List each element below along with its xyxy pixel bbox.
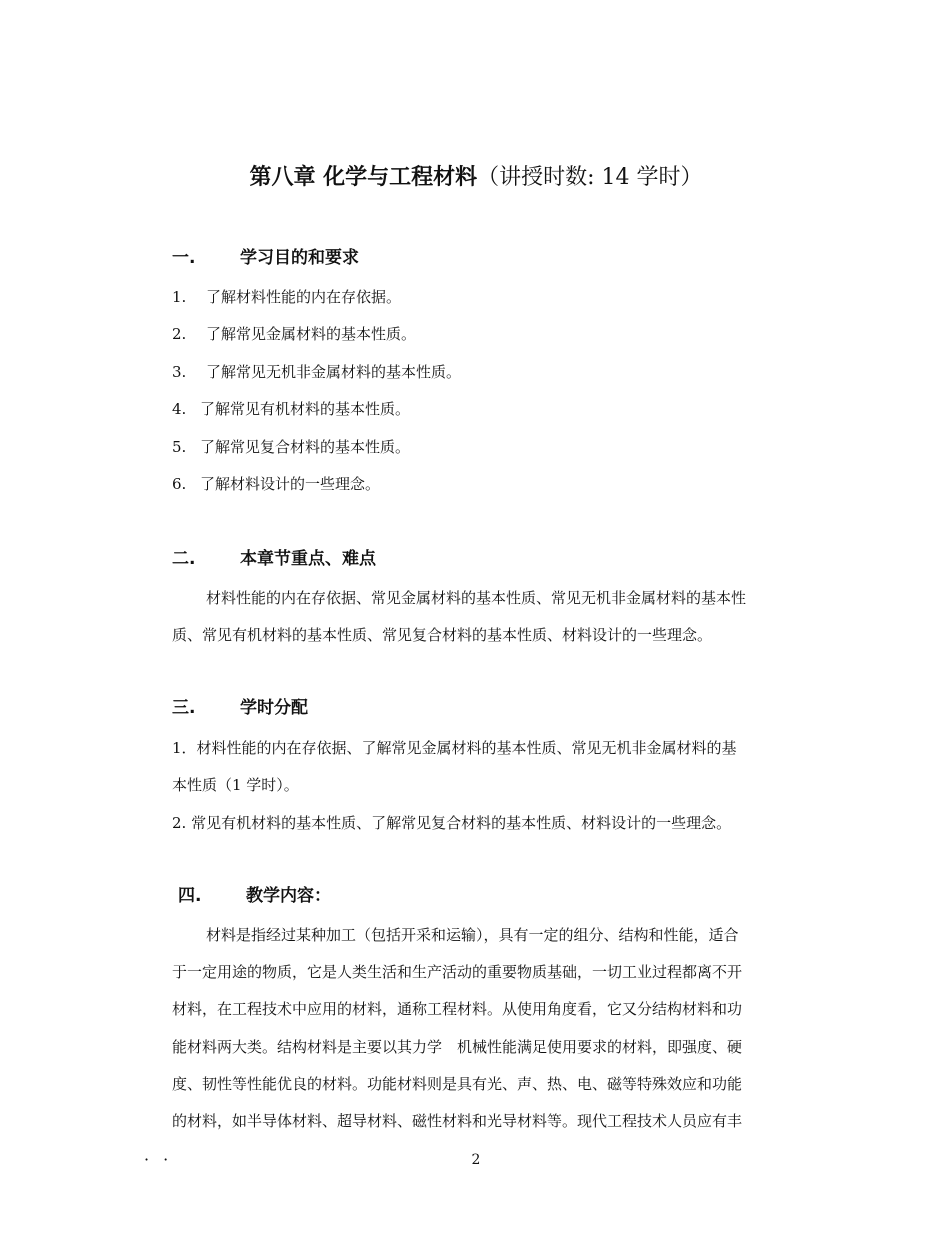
list-item-text: 了解常见复合材料的基本性质。 bbox=[200, 438, 411, 456]
list-item-text: 了解材料性能的内在存依据。 bbox=[206, 288, 402, 306]
list-item-number: 2. bbox=[172, 325, 187, 343]
paragraph-line: 能材料两大类。结构材料是主要以其力学 机械性能满足使用要求的材料，即强度、硬 bbox=[172, 1038, 743, 1056]
paragraph-line: 材料，在工程技术中应用的材料，通称工程材料。从使用角度看，它又分结构材料和功 bbox=[172, 1000, 743, 1018]
list-item-number: 3. bbox=[172, 363, 187, 381]
list-item-text: 了解常见金属材料的基本性质。 bbox=[206, 325, 417, 343]
list-item-number: 4. bbox=[172, 400, 187, 418]
list-item bbox=[172, 398, 410, 420]
section-heading-3 bbox=[172, 696, 308, 720]
section-heading-1 bbox=[172, 246, 359, 270]
paragraph-line: 2. 常见有机材料的基本性质、了解常见复合材料的基本性质、材料设计的一些理念。 bbox=[172, 814, 732, 832]
page-number: 2 bbox=[471, 1152, 481, 1168]
chapter-title bbox=[0, 162, 952, 194]
paragraph-line: 材料是指经过某种加工（包括开采和运输），具有一定的组分、结构和性能，适合 bbox=[206, 926, 739, 944]
chapter-title-main: 第八章 化学与工程材料 bbox=[249, 165, 478, 190]
paragraph-line: 于一定用途的物质，它是人类生活和生产活动的重要物质基础，一切工业过程都离不开 bbox=[172, 963, 743, 981]
section-number: 二. bbox=[172, 549, 196, 569]
section-heading-text: 学习目的和要求 bbox=[240, 248, 359, 268]
list-item-text: 了解材料设计的一些理念。 bbox=[200, 475, 381, 493]
section-heading-text: 本章节重点、难点 bbox=[240, 549, 376, 569]
list-item-number: 5. bbox=[172, 438, 187, 456]
paragraph-line: 的材料，如半导体材料、超导材料、磁性材料和光导材料等。现代工程技术人员应有丰 bbox=[172, 1112, 743, 1130]
paragraph-line: 1．材料性能的内在存依据、了解常见金属材料的基本性质、常见无机非金属材料的基 bbox=[172, 739, 737, 757]
list-item bbox=[172, 436, 410, 458]
list-item-number: 6. bbox=[172, 475, 187, 493]
chapter-title-hours: （讲授时数: 14 学时） bbox=[477, 165, 703, 190]
paragraph-line: 材料性能的内在存依据、常见金属材料的基本性质、常见无机非金属材料的基本性 bbox=[206, 589, 747, 607]
section-number: 三. bbox=[172, 698, 196, 718]
list-item-number: 1. bbox=[172, 288, 187, 306]
list-item-text: 了解常见无机非金属材料的基本性质。 bbox=[206, 363, 462, 381]
list-item-text: 了解常见有机材料的基本性质。 bbox=[200, 400, 411, 418]
paragraph-line: 度、韧性等性能优良的材料。功能材料则是具有光、声、热、电、磁等特殊效应和功能 bbox=[172, 1075, 743, 1093]
list-item bbox=[172, 473, 380, 495]
section-heading-text: 教学内容： bbox=[246, 886, 331, 906]
section-heading-2 bbox=[172, 547, 376, 571]
section-number: 四. bbox=[178, 886, 202, 906]
section-heading-4 bbox=[178, 884, 331, 908]
section-heading-text: 学时分配 bbox=[240, 698, 308, 718]
footer-dots: ·· bbox=[144, 1150, 183, 1169]
list-item bbox=[172, 286, 401, 308]
section-number: 一. bbox=[172, 248, 196, 268]
paragraph-line: 质、常见有机材料的基本性质、常见复合材料的基本性质、材料设计的一些理念。 bbox=[172, 626, 713, 644]
paragraph-line: 本性质（1 学时）。 bbox=[172, 776, 299, 794]
list-item bbox=[172, 323, 416, 345]
list-item bbox=[172, 361, 461, 383]
